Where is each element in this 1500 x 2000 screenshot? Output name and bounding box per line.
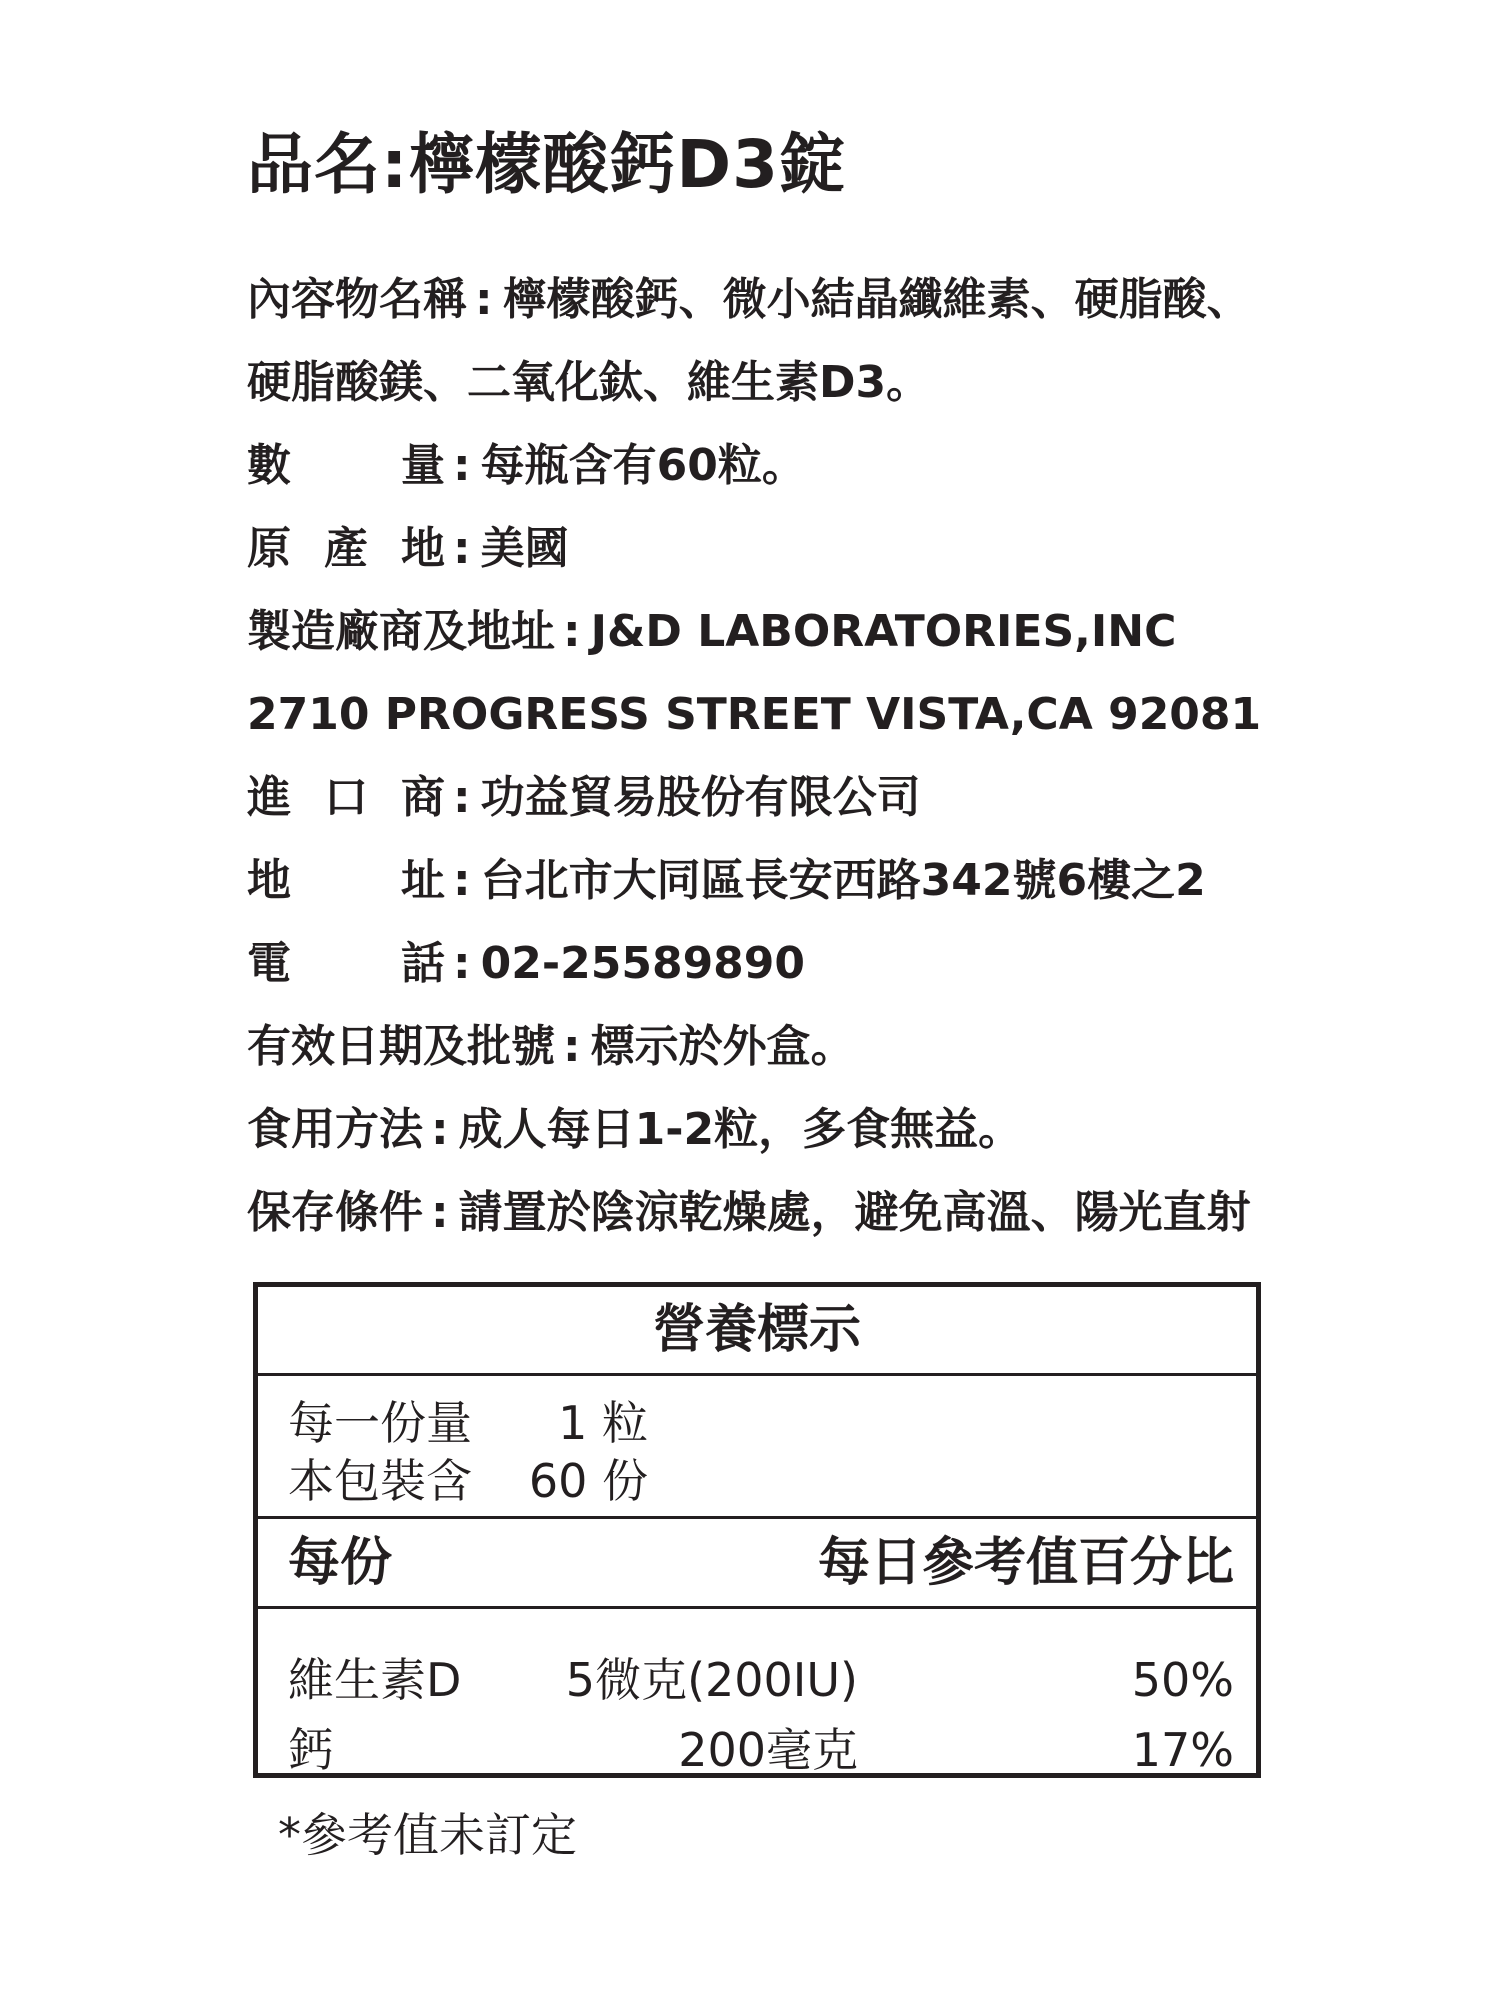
nutrient-amount: 200毫克	[678, 1723, 858, 1777]
serving-size-row	[288, 1394, 1256, 1452]
footnote: *參考值未訂定	[278, 1808, 577, 1862]
ingredients-line-continued	[247, 345, 1287, 428]
product-info-list	[247, 262, 1287, 1258]
nutrient-name: 鈣	[288, 1723, 334, 1777]
quantity-line	[247, 428, 1287, 511]
nutrition-facts-table	[253, 1282, 1261, 1778]
ingredients-value-continued: 硬脂酸鎂、二氧化鈦、維生素D3。	[247, 357, 931, 408]
separator: :	[475, 274, 493, 325]
importer-value: 功益貿易股份有限公司	[480, 772, 921, 823]
usage-value: 成人每日1-2粒，多食無益。	[458, 1104, 1023, 1155]
address-value: 台北市大同區長安西路342號6樓之2	[480, 855, 1206, 906]
storage-label: 保存條件	[247, 1187, 423, 1238]
origin-label-char: 地	[401, 523, 445, 574]
expiry-line	[247, 1009, 1287, 1092]
separator: :	[563, 1021, 581, 1072]
nutrient-row	[288, 1645, 1234, 1715]
origin-value: 美國	[480, 523, 569, 574]
phone-label	[247, 926, 445, 1002]
origin-label-char: 原	[247, 523, 291, 574]
serving-info	[258, 1376, 1256, 1519]
address-label	[247, 843, 445, 919]
manufacturer-address-line	[247, 677, 1287, 760]
serving-size-value: 1 粒	[558, 1396, 648, 1450]
usage-line	[247, 1092, 1287, 1175]
servings-value: 60 份	[528, 1454, 648, 1508]
phone-label-char: 電	[247, 938, 291, 989]
nutrient-row	[288, 1715, 1234, 1785]
separator: :	[453, 938, 471, 989]
nutrient-percent: 50%	[1131, 1653, 1234, 1707]
expiry-value: 標示於外盒。	[590, 1021, 855, 1072]
separator: :	[431, 1187, 449, 1238]
ingredients-label: 內容物名稱	[247, 274, 467, 325]
nutrition-column-header	[258, 1519, 1256, 1609]
manufacturer-label: 製造廠商及地址	[247, 606, 555, 657]
storage-line	[247, 1175, 1287, 1258]
manufacturer-address: 2710 PROGRESS STREET VISTA,CA 92081	[247, 689, 1262, 740]
manufacturer-line	[247, 594, 1287, 677]
nutrient-percent: 17%	[1131, 1723, 1234, 1777]
phone-label-char: 話	[401, 938, 445, 989]
usage-label: 食用方法	[247, 1104, 423, 1155]
separator: :	[431, 1104, 449, 1155]
ingredients-line	[247, 262, 1287, 345]
nutrient-amount: 5微克(200IU)	[565, 1653, 858, 1707]
phone-value: 02-25589890	[480, 938, 806, 989]
address-label-char: 地	[247, 855, 291, 906]
address-line	[247, 843, 1287, 926]
manufacturer-value: J&D LABORATORIES,INC	[590, 606, 1177, 657]
separator: :	[563, 606, 581, 657]
importer-label-char: 商	[401, 772, 445, 823]
origin-label-char: 產	[324, 523, 368, 574]
importer-line	[247, 760, 1287, 843]
servings-per-package-row	[288, 1452, 1256, 1510]
quantity-value: 每瓶含有60粒。	[480, 440, 806, 491]
separator: :	[453, 440, 471, 491]
separator: :	[453, 772, 471, 823]
nutrient-name: 維生素D	[288, 1653, 462, 1707]
origin-label	[247, 511, 445, 587]
separator: :	[453, 523, 471, 574]
address-label-char: 址	[401, 855, 445, 906]
daily-value-header: 每日參考值百分比	[817, 1533, 1234, 1593]
importer-label-char: 口	[324, 772, 368, 823]
importer-label-char: 進	[247, 772, 291, 823]
product-title: 品名:檸檬酸鈣D3錠	[247, 126, 847, 203]
ingredients-value: 檸檬酸鈣、微小結晶纖維素、硬脂酸、	[502, 274, 1251, 325]
expiry-label: 有效日期及批號	[247, 1021, 555, 1072]
serving-size-label: 每一份量	[288, 1396, 472, 1450]
nutrition-title: 營養標示	[258, 1287, 1256, 1376]
quantity-label	[247, 428, 445, 504]
per-serving-header: 每份	[288, 1533, 393, 1593]
quantity-label-char: 量	[401, 440, 445, 491]
nutrient-list	[258, 1609, 1256, 1785]
quantity-label-char: 數	[247, 440, 291, 491]
origin-line	[247, 511, 1287, 594]
servings-label: 本包裝含	[288, 1454, 472, 1508]
storage-value: 請置於陰涼乾燥處，避免高溫、陽光直射	[458, 1187, 1251, 1238]
importer-label	[247, 760, 445, 836]
separator: :	[453, 855, 471, 906]
phone-line	[247, 926, 1287, 1009]
